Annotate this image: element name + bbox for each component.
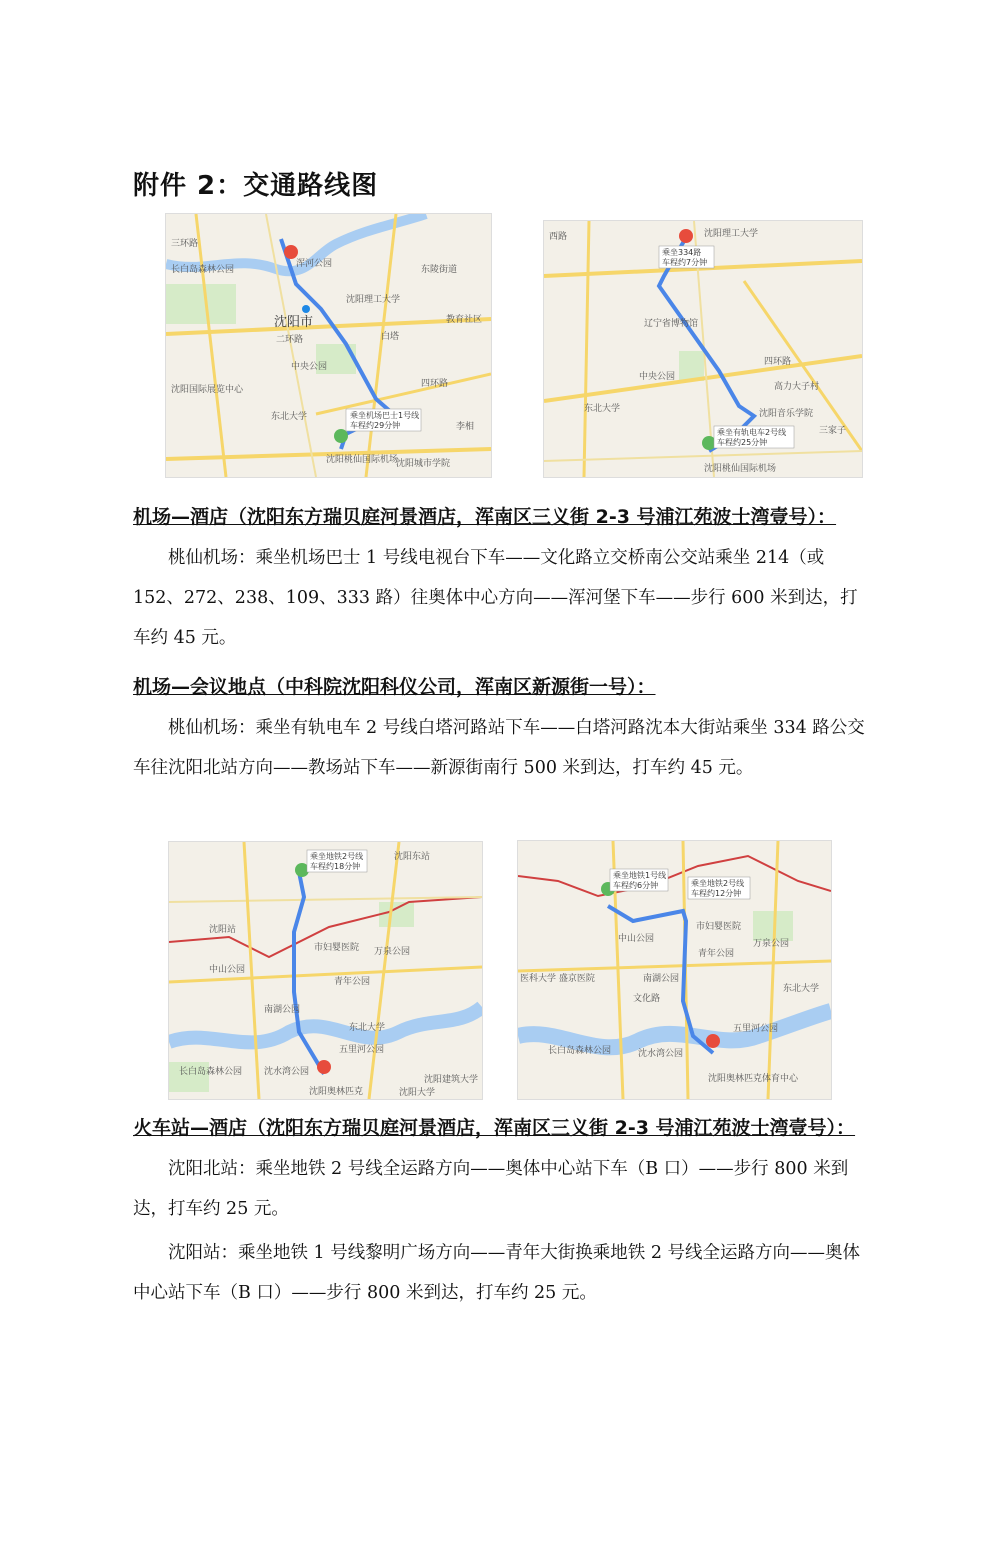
map2-label: 沈阳桃仙国际机场 bbox=[704, 464, 777, 474]
map3-label: 东北大学 bbox=[349, 1023, 386, 1033]
map1-label: 中央公园 bbox=[291, 362, 328, 372]
map1-callout-line2: 车程约29分钟 bbox=[350, 421, 401, 430]
section-body: 沈阳北站：乘坐地铁 2 号线全运路方向——奥体中心站下车（B 口）——步行 800 米到达，打车约 25 元。 bbox=[133, 1159, 849, 1219]
map1-label: 沈阳国际展览中心 bbox=[171, 385, 244, 395]
map2-callout1-line2: 车程约7分钟 bbox=[662, 258, 708, 267]
map2-label: 沈阳音乐学院 bbox=[759, 409, 814, 419]
map1-label: 二环路 bbox=[276, 335, 304, 345]
map3-label: 南湖公园 bbox=[264, 1005, 301, 1015]
section-text-station bbox=[133, 1233, 868, 1313]
map1-label: 沈阳城市学院 bbox=[396, 459, 451, 469]
section-body: 沈阳站：乘坐地铁 1 号线黎明广场方向——青年大街换乘地铁 2 号线全运路方向——奥体中心站下车（B 口）——步行 800 米到达，打车约 25 元。 bbox=[133, 1243, 861, 1303]
map3-label: 市妇婴医院 bbox=[314, 943, 360, 953]
map1-label: 三环路 bbox=[171, 239, 199, 249]
map2-label: 三家子 bbox=[819, 426, 847, 436]
map3-label: 沈阳奥林匹克 bbox=[309, 1087, 364, 1097]
map2-label: 西路 bbox=[549, 232, 568, 242]
route-map-station-hotel bbox=[517, 840, 832, 1100]
map1-label: 李相 bbox=[456, 422, 475, 432]
map4-callout1-line2: 车程约6分钟 bbox=[613, 881, 659, 890]
map3-label: 五里河公园 bbox=[339, 1045, 385, 1055]
map1-label: 教育社区 bbox=[446, 315, 483, 325]
map1-label: 长白岛森林公园 bbox=[171, 265, 235, 275]
map3-label: 沈阳建筑大学 bbox=[424, 1075, 479, 1085]
map4-label: 万泉公园 bbox=[753, 939, 790, 949]
route-map-airport-hotel bbox=[165, 213, 492, 478]
page-title: 附件 2：交通路线图 bbox=[133, 171, 379, 201]
map4-label: 青年公园 bbox=[698, 949, 735, 959]
map3-label: 沈阳东站 bbox=[394, 852, 431, 862]
map4-callout1-line1: 乘坐地铁1号线 bbox=[613, 871, 667, 880]
map1-label: 东陵街道 bbox=[421, 265, 458, 275]
map4-label: 医科大学 盛京医院 bbox=[520, 974, 595, 984]
map2-callout2-line1: 乘坐有轨电车2号线 bbox=[717, 428, 787, 437]
map3-label: 沈阳站 bbox=[209, 925, 237, 935]
map2-label: 中央公园 bbox=[639, 372, 676, 382]
map3-callout-line2: 车程约18分钟 bbox=[310, 862, 361, 871]
map2-callout1-line1: 乘坐334路 bbox=[662, 248, 702, 257]
map2-label: 高力大子村 bbox=[774, 382, 820, 392]
map2-label: 辽宁省博物馆 bbox=[644, 319, 699, 329]
map1-label: 东北大学 bbox=[271, 412, 308, 422]
section-heading-station-hotel: 火车站—酒店（沈阳东方瑞贝庭河景酒店，浑南区三义街 2-3 号浦江苑波士湾壹号）： bbox=[133, 1117, 856, 1139]
section-body: 桃仙机场：乘坐有轨电车 2 号线白塔河路站下车——白塔河路沈本大街站乘坐 334 路公交车往沈阳北站方向——教场站下车——新源街南行 500 米到达，打车约 45 元。 bbox=[133, 718, 865, 778]
section-text-airport-venue bbox=[133, 708, 868, 788]
map3-callout-line1: 乘坐地铁2号线 bbox=[310, 852, 364, 861]
map3-label: 沈阳大学 bbox=[399, 1088, 436, 1098]
map4-label: 长白岛森林公园 bbox=[548, 1046, 612, 1056]
map1-label: 浑河公园 bbox=[296, 259, 333, 269]
map3-label: 长白岛森林公园 bbox=[179, 1067, 243, 1077]
map1-label: 沈阳理工大学 bbox=[346, 295, 401, 305]
map3-label: 中山公园 bbox=[209, 965, 246, 975]
map4-label: 五里河公园 bbox=[733, 1024, 779, 1034]
map1-label: 四环路 bbox=[421, 379, 449, 389]
section-body: 桃仙机场：乘坐机场巴士 1 号线电视台下车——文化路立交桥南公交站乘坐 214（或 152、272、238、109、333 路）往奥体中心方向——浑河堡下车——步行 600 米到达，打车约 45 元。 bbox=[133, 548, 858, 648]
map2-callout2-line2: 车程约25分钟 bbox=[717, 438, 768, 447]
section-heading-airport-hotel: 机场—酒店（沈阳东方瑞贝庭河景酒店，浑南区三义街 2-3 号浦江苑波士湾壹号）： bbox=[133, 506, 837, 528]
section-text-airport-hotel bbox=[133, 538, 868, 658]
map1-label: 白塔 bbox=[381, 332, 400, 342]
map1-callout-line1: 乘坐机场巴士1号线 bbox=[350, 411, 420, 420]
map4-label: 南湖公园 bbox=[643, 974, 680, 984]
map4-label: 市妇婴医院 bbox=[696, 922, 742, 932]
map4-label: 沈阳奥林匹克体育中心 bbox=[708, 1074, 799, 1084]
map4-label: 文化路 bbox=[633, 994, 661, 1004]
map1-label: 沈阳桃仙国际机场 bbox=[326, 455, 399, 465]
map2-label: 沈阳理工大学 bbox=[704, 229, 759, 239]
map4-label: 中山公园 bbox=[618, 934, 655, 944]
map4-label: 东北大学 bbox=[783, 984, 820, 994]
map2-label: 四环路 bbox=[764, 357, 792, 367]
map3-label: 沈水湾公园 bbox=[264, 1067, 310, 1077]
map1-label: 沈阳市 bbox=[274, 315, 314, 330]
map4-callout2-line2: 车程约12分钟 bbox=[691, 889, 742, 898]
map3-label: 青年公园 bbox=[334, 977, 371, 987]
section-heading-airport-venue: 机场—会议地点（中科院沈阳科仪公司，浑南区新源街一号）： bbox=[133, 676, 656, 698]
map4-label: 沈水湾公园 bbox=[638, 1049, 684, 1059]
route-map-airport-venue bbox=[543, 220, 863, 478]
map4-callout2-line1: 乘坐地铁2号线 bbox=[691, 879, 745, 888]
section-text-north-station bbox=[133, 1149, 868, 1229]
map3-label: 万泉公园 bbox=[374, 947, 411, 957]
route-map-north-station-hotel bbox=[168, 841, 483, 1100]
map2-label: 东北大学 bbox=[584, 404, 621, 414]
